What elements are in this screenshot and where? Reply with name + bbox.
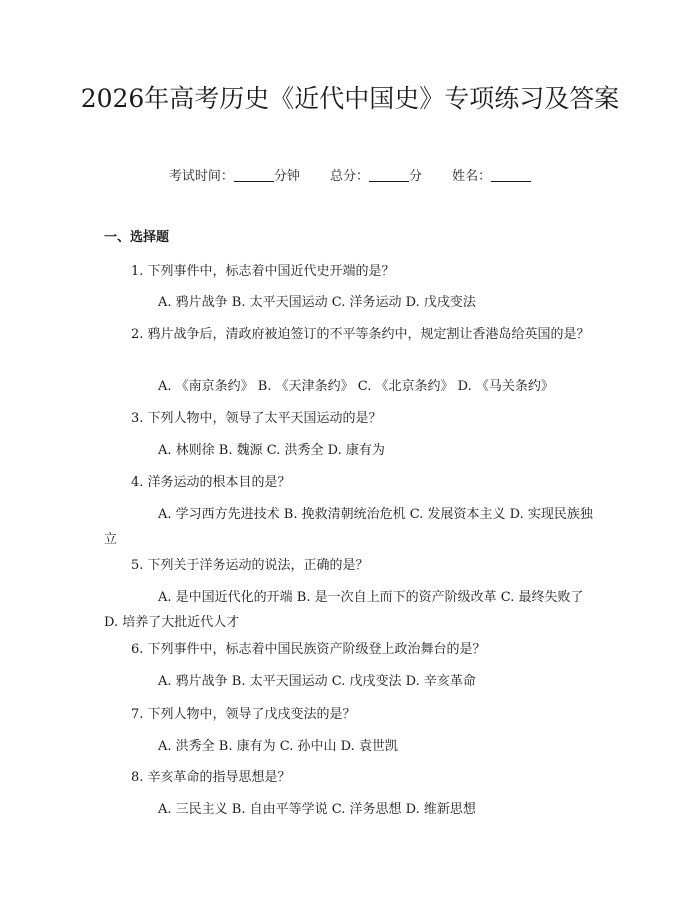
total-score-field — [330, 169, 422, 184]
question-6: 6. 下列事件中，标志着中国民族资产阶级登上政治舞台的是？ — [131, 642, 486, 657]
question-7: 7. 下列人物中，领导了戊戌变法的是？ — [131, 707, 356, 722]
question-5-options: A. 是中国近代化的开端 B. 是一次自上而下的资产阶级改革 C. 最终失败了 D. 培养了大批近代人才 — [104, 590, 584, 630]
exam-time-field — [169, 169, 300, 184]
document-title: 2026年高考历史《近代中国史》专项练习及答案 — [80, 84, 620, 113]
question-7-options: A. 洪秀全 B. 康有为 C. 孙中山 D. 袁世凯 — [158, 739, 398, 754]
exam-time-label: 考试时间： — [168, 169, 234, 184]
question-2-options: A. 《南京条约》 B. 《天津条约》 C. 《北京条约》 D. 《马关条约》 — [158, 379, 554, 394]
question-4-options: A. 学习西方先进技术 B. 挽救清朝统治危机 C. 发展资本主义 D. 实现民族独立 — [104, 507, 593, 547]
total-score-unit: 分 — [409, 169, 423, 184]
exam-time-unit: 分钟 — [273, 169, 300, 184]
question-1: 1. 下列事件中，标志着中国近代史开端的是？ — [131, 264, 395, 279]
total-score-label: 总分： — [329, 169, 369, 184]
question-3: 3. 下列人物中，领导了太平天国运动的是？ — [131, 411, 382, 426]
section-heading: 一、选择题 — [104, 230, 170, 245]
name-blank — [491, 168, 531, 182]
name-field — [452, 169, 531, 184]
name-label: 姓名： — [452, 169, 492, 184]
question-8: 8. 辛亥革命的指导思想是？ — [131, 770, 291, 785]
question-3-options: A. 林则徐 B. 魏源 C. 洪秀全 D. 康有为 — [158, 443, 385, 458]
total-score-blank — [369, 168, 409, 182]
question-4: 4. 洋务运动的根本目的是？ — [131, 475, 291, 490]
question-2: 2. 鸦片战争后，清政府被迫签订的不平等条约中，规定割让香港岛给英国的是？ — [131, 327, 590, 342]
question-6-options: A. 鸦片战争 B. 太平天国运动 C. 戊戌变法 D. 辛亥革命 — [158, 674, 476, 689]
question-8-options: A. 三民主义 B. 自由平等学说 C. 洋务思想 D. 维新思想 — [158, 802, 476, 817]
exam-info-line — [0, 167, 700, 187]
question-5: 5. 下列关于洋务运动的说法，正确的是？ — [131, 558, 369, 573]
question-1-options: A. 鸦片战争 B. 太平天国运动 C. 洋务运动 D. 戊戌变法 — [158, 295, 476, 310]
exam-time-blank — [234, 168, 274, 182]
